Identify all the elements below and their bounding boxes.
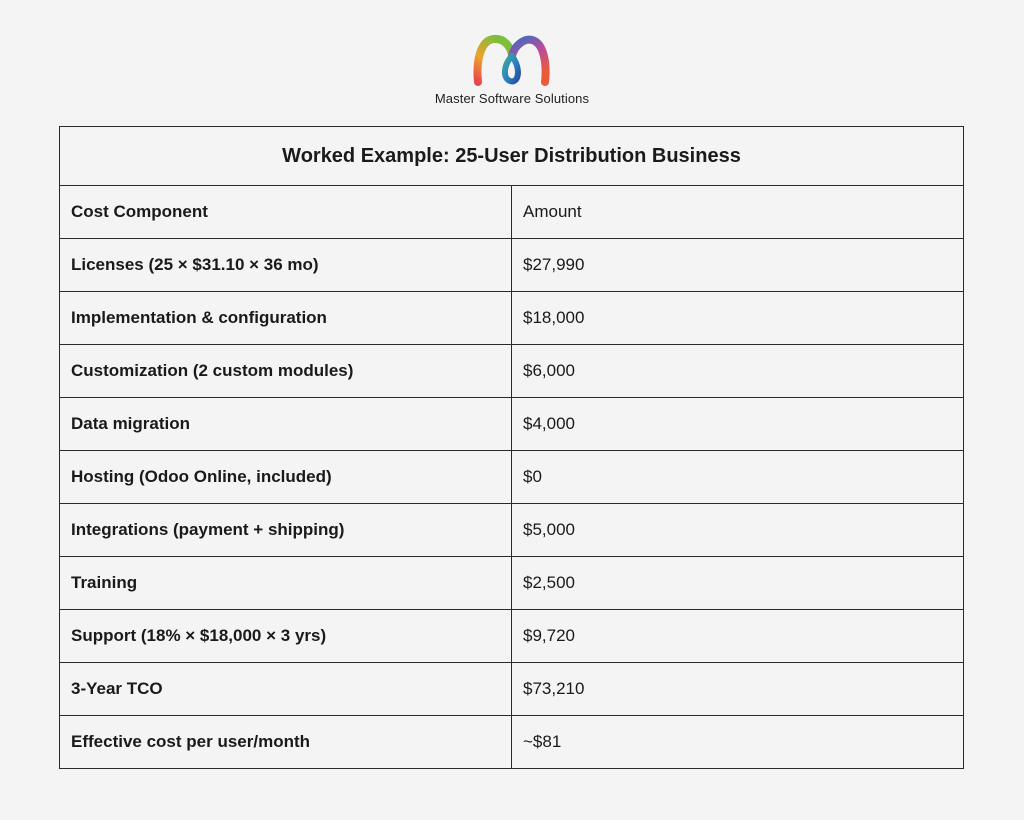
- amount-cell: ~$81: [512, 716, 964, 769]
- column-header-amount: Amount: [512, 186, 964, 239]
- brand-header: [0, 34, 1024, 106]
- amount-cell: $0: [512, 451, 964, 504]
- amount-cell: $6,000: [512, 345, 964, 398]
- table-row: [60, 239, 964, 292]
- cost-component-cell: Licenses (25 × $31.10 × 36 mo): [60, 239, 512, 292]
- cost-component-cell: Support (18% × $18,000 × 3 yrs): [60, 610, 512, 663]
- table-row: [60, 716, 964, 769]
- table-row: [60, 504, 964, 557]
- cost-component-cell: Training: [60, 557, 512, 610]
- brand-name: Master Software Solutions: [434, 91, 590, 106]
- table-header-row: [60, 186, 964, 239]
- column-header-component: Cost Component: [60, 186, 512, 239]
- table-row: [60, 610, 964, 663]
- amount-cell: $18,000: [512, 292, 964, 345]
- cost-component-cell: Data migration: [60, 398, 512, 451]
- cost-component-cell: Effective cost per user/month: [60, 716, 512, 769]
- cost-component-cell: 3-Year TCO: [60, 663, 512, 716]
- amount-cell: $5,000: [512, 504, 964, 557]
- loop-m-logo-icon: [470, 34, 554, 86]
- cost-component-cell: Integrations (payment + shipping): [60, 504, 512, 557]
- table-title: Worked Example: 25-User Distribution Business: [60, 127, 964, 186]
- cost-component-cell: Hosting (Odoo Online, included): [60, 451, 512, 504]
- table-row: [60, 663, 964, 716]
- cost-table: [59, 126, 964, 769]
- amount-cell: $27,990: [512, 239, 964, 292]
- amount-cell: $4,000: [512, 398, 964, 451]
- cost-component-cell: Implementation & configuration: [60, 292, 512, 345]
- table-row: [60, 292, 964, 345]
- table-row: [60, 345, 964, 398]
- amount-cell: $73,210: [512, 663, 964, 716]
- cost-component-cell: Customization (2 custom modules): [60, 345, 512, 398]
- amount-cell: $2,500: [512, 557, 964, 610]
- table-row: [60, 557, 964, 610]
- table-title-row: [60, 127, 964, 186]
- table-row: [60, 451, 964, 504]
- table-row: [60, 398, 964, 451]
- amount-cell: $9,720: [512, 610, 964, 663]
